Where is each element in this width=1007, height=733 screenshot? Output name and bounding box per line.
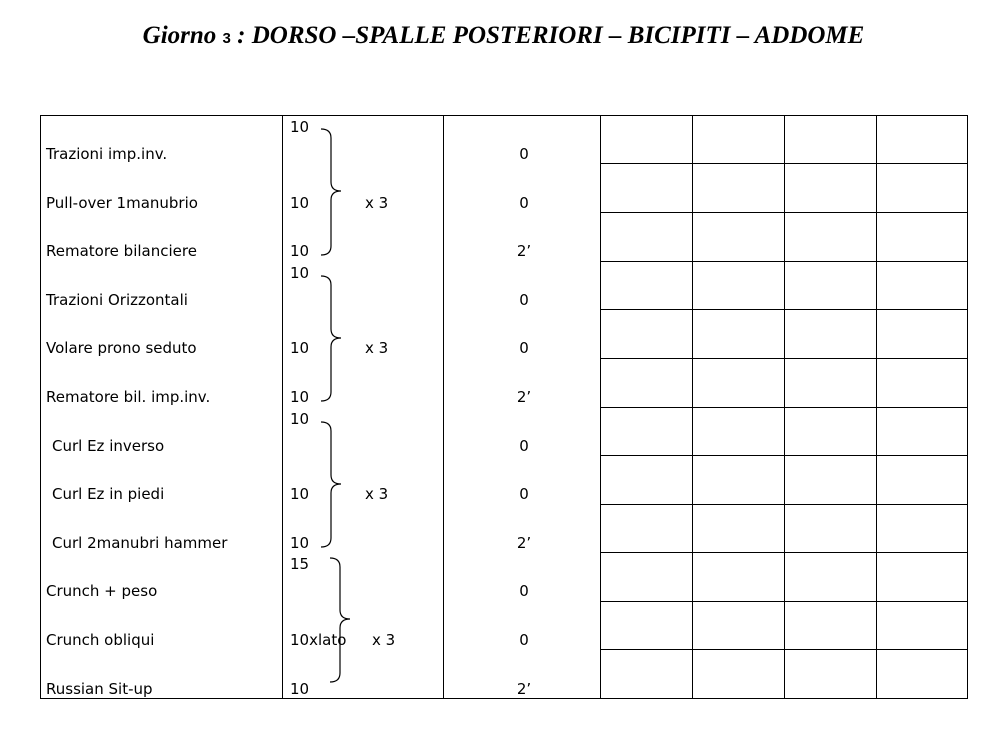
exercise-name: Curl Ez in piedi [52,485,165,503]
exercise-rest: 0 [519,194,529,212]
group-sets: x 3 [372,631,396,649]
log-grid-row-line [600,212,967,213]
log-grid-row-line [600,358,967,359]
exercise-reps: 15 [290,555,310,573]
column-divider [40,115,41,698]
group-sets: x 3 [365,485,389,503]
exercise-reps: 10 [290,534,310,552]
group-sets: x 3 [365,339,389,357]
group-brace [319,128,349,256]
column-divider [967,115,968,698]
exercise-name: Curl 2manubri hammer [52,534,228,552]
exercise-rest: 2’ [516,388,532,406]
exercise-reps: 10 [290,264,310,282]
exercise-name: Russian Sit-up [46,680,153,698]
exercise-rest: 0 [519,437,529,455]
column-divider [443,115,444,698]
table-bottom-border [40,698,968,699]
brace-path [321,422,341,547]
exercise-rest: 0 [519,631,529,649]
group-brace [319,421,349,548]
group-brace [328,557,358,683]
exercise-rest: 0 [519,339,529,357]
brace-path [330,558,350,682]
exercise-rest: 0 [519,485,529,503]
exercise-rest: 2’ [516,534,532,552]
exercise-name: Curl Ez inverso [52,437,165,455]
log-grid-row-line [600,455,967,456]
group-sets: x 3 [365,194,389,212]
exercise-reps: 10 [290,388,310,406]
log-grid-row-line [600,601,967,602]
exercise-reps: 10 [290,410,310,428]
exercise-rest: 2’ [516,680,532,698]
log-grid-row-line [600,649,967,650]
brace-path [321,129,341,255]
title-prefix: Giorno [142,22,217,49]
exercise-rest: 0 [519,145,529,163]
exercise-name: Trazioni Orizzontali [46,291,188,309]
exercise-reps: 10 [290,680,310,698]
exercise-name: Pull-over 1manubrio [46,194,198,212]
exercise-rest: 0 [519,291,529,309]
table-top-border [40,115,968,116]
exercise-reps: 10 [290,485,310,503]
exercise-reps: 10 [290,242,310,260]
exercise-name: Crunch + peso [46,582,158,600]
exercise-name: Rematore bil. imp.inv. [46,388,211,406]
exercise-rest: 0 [519,582,529,600]
title-text: DORSO –SPALLE POSTERIORI – BICIPITI – ADDOME [251,22,865,49]
exercise-reps: 10xlato [290,631,347,649]
title-day-number: 3 [222,30,231,47]
exercise-name: Volare prono seduto [46,339,197,357]
exercise-name: Crunch obliqui [46,631,155,649]
log-grid-row-line [600,261,967,262]
exercise-reps: 10 [290,118,310,136]
title-separator: : [230,22,252,49]
exercise-name: Trazioni imp.inv. [46,145,168,163]
exercise-rest: 2’ [516,242,532,260]
log-grid-row-line [600,309,967,310]
log-grid-row-line [600,552,967,553]
exercise-reps: 10 [290,194,310,212]
log-grid-row-line [600,163,967,164]
brace-path [321,276,341,401]
log-grid-row-line [600,504,967,505]
group-brace [319,275,349,402]
exercise-reps: 10 [290,339,310,357]
column-divider [282,115,283,698]
exercise-name: Rematore bilanciere [46,242,197,260]
log-grid-row-line [600,407,967,408]
